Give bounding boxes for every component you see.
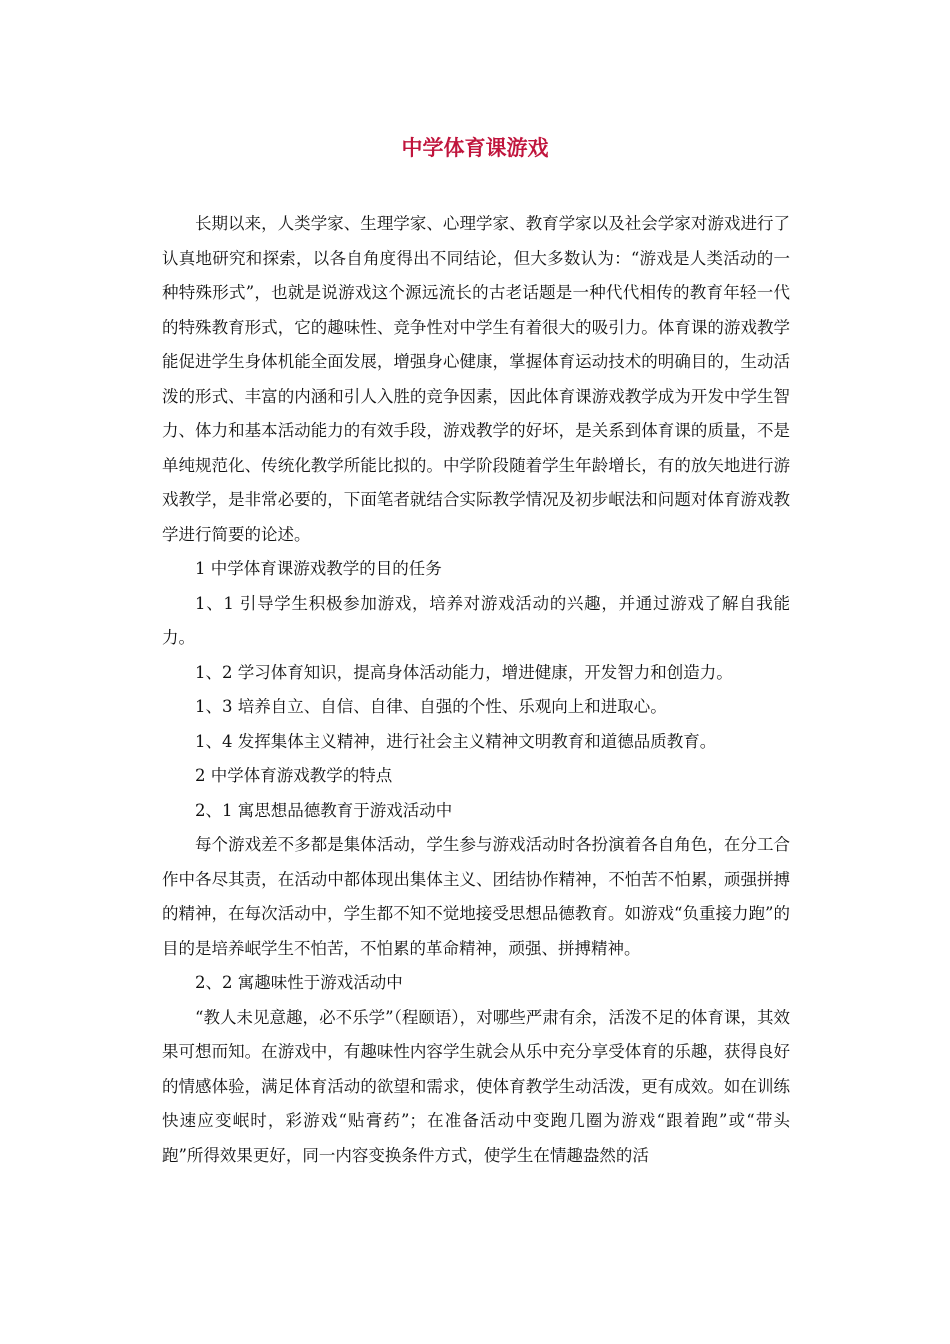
- subheading-2-2: 2、2 寓趣味性于游戏活动中: [195, 973, 403, 992]
- subheading-2-1: 2、1 寓思想品德教育于游戏活动中: [195, 800, 453, 820]
- list-item-1-1: 1、1 引导学生积极参加游戏，培养对游戏活动的兴趣，并通过游戏了解自我能力。: [162, 593, 790, 647]
- list-item-1-2: 1、2 学习体育知识，提高身体活动能力，增进健康，开发智力和创造力。: [195, 662, 733, 682]
- list-item-1-4: 1、4 发挥集体主义精神，进行社会主义精神文明教育和道德品质教育。: [195, 731, 717, 751]
- document-title: 中学体育课游戏: [401, 136, 549, 160]
- paragraph-2-2: “教人未见意趣，必不乐学”（程颐语），对哪些严肃有余，活泼不足的体育课，其效果可想而知。在游戏中，有趣味性内容学生就会从乐中充分享受体育的乐趣，获得良好的情感体验，满足体育活动的欲望和需求，使体育教学生动活泼，更有成效。如在训练快速应变岷时，彩游戏“贴膏药”；在准备活动中变跑几圈为游戏“跟着跑”或“带头跑”所得效果更好，同一内容变换条件方式，使学生在情趣盎然的活: [162, 1007, 790, 1165]
- section-heading-1: 1 中学体育课游戏教学的目的任务: [195, 559, 442, 578]
- section-heading-2: 2 中学体育游戏教学的特点: [195, 766, 393, 785]
- paragraph-2-1: 每个游戏差不多都是集体活动，学生参与游戏活动时各扮演着各自角色，在分工合作中各尽其责，在活动中都体现出集体主义、团结协作精神，不怕苦不怕累，顽强拼搏的精神，在每次活动中，学生都不知不觉地接受思想品德教育。如游戏“负重接力跑”的目的是培养岷学生不怕苦，不怕累的革命精神，顽强、拼搏精神。: [162, 835, 790, 958]
- document-body: [162, 207, 790, 1173]
- list-item-1-3: 1、3 培养自立、自信、自律、自强的个性、乐观向上和进取心。: [195, 697, 667, 716]
- paragraph-intro: 长期以来，人类学家、生理学家、心理学家、教育学家以及社会学家对游戏进行了认真地研究和探索，以各自角度得出不同结论，但大多数认为：“游戏是人类活动的一种特殊形式”，也就是说游戏这个源远流长的古老话题是一种代代相传的教育年轻一代的特殊教育形式，它的趣味性、竞争性对中学生有着很大的吸引力。体育课的游戏教学能促进学生身体机能全面发展，增强身心健康，掌握体育运动技术的明确目的，生动活泼的形式、丰富的内涵和引人入胜的竞争因素，因此体育课游戏教学成为开发中学生智力、体力和基本活动能力的有效手段，游戏教学的好坏，是关系到体育课的质量，不是单纯规范化、传统化教学所能比拟的。中学阶段随着学生年龄增长，有的放矢地进行游戏教学，是非常必要的，下面笔者就结合实际教学情况及初步岷法和问题对体育游戏教学进行简要的论述。: [162, 214, 790, 544]
